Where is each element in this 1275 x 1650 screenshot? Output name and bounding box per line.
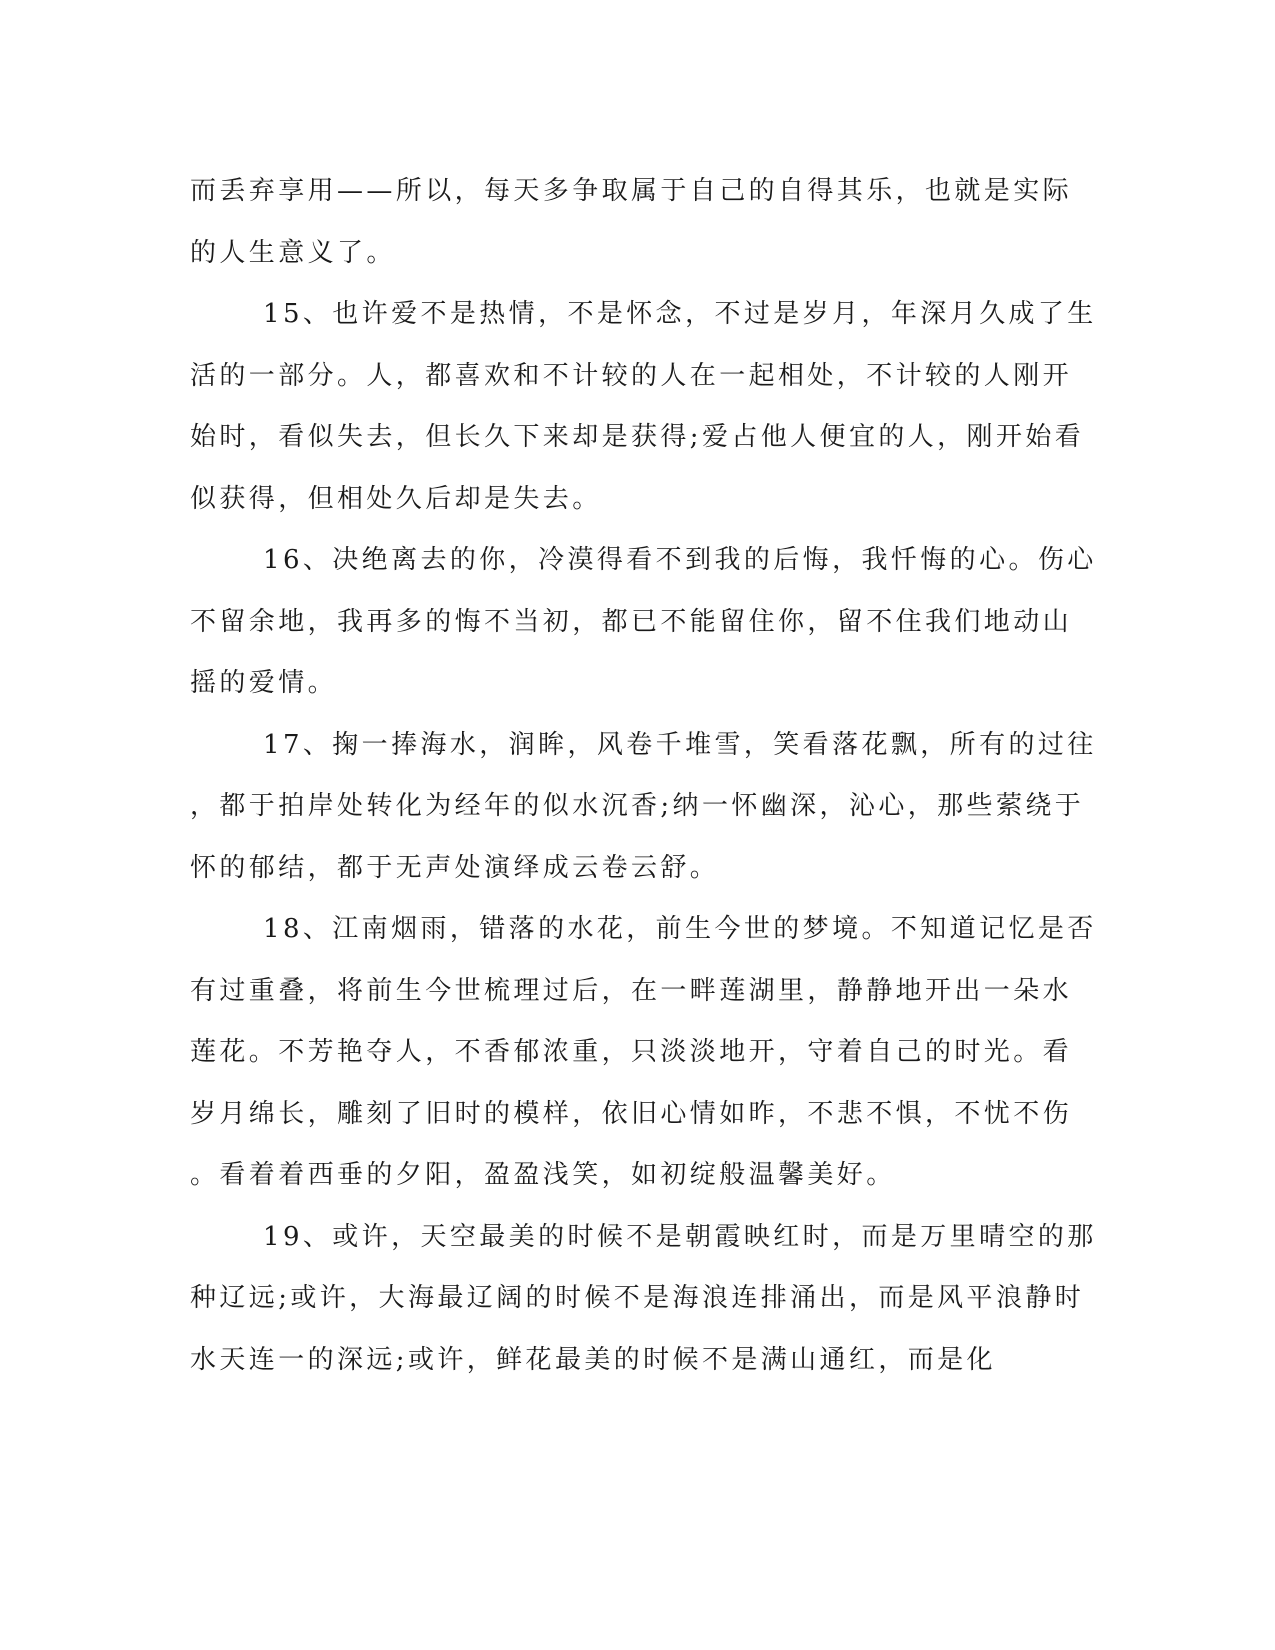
- text-line: 而丢弃享用——所以，每天多争取属于自己的自得其乐，也就是实际: [190, 176, 1073, 206]
- paragraph-first-line: 19、或许，天空最美的时候不是朝霞映红时，而是万里晴空的那: [263, 1221, 1097, 1252]
- paragraph-first-line: 17、掬一捧海水，润眸，风卷千堆雪，笑看落花飘，所有的过往: [263, 729, 1097, 760]
- text-line: 莲花。不芳艳夺人，不香郁浓重，只淡淡地开，守着自己的时光。看: [190, 1037, 1073, 1067]
- text-line: 。看着着西垂的夕阳，盈盈浅笑，如初绽般温馨美好。: [190, 1160, 896, 1190]
- text-line: 岁月绵长，雕刻了旧时的模样，依旧心情如昨，不悲不惧，不忧不伤: [190, 1098, 1073, 1129]
- text-line: 始时，看似失去，但长久下来却是获得;爱占他人便宜的人，刚开始看: [190, 422, 1085, 452]
- text-line: 种辽远;或许，大海最辽阔的时候不是海浪连排涌出，而是风平浪静时: [190, 1283, 1085, 1313]
- text-line: ，都于拍岸处转化为经年的似水沉香;纳一怀幽深，沁心，那些萦绕于: [190, 791, 1085, 821]
- paragraph-first-line: 16、决绝离去的你，冷漠得看不到我的后悔，我忏悔的心。伤心: [263, 545, 1097, 575]
- text-line: 的人生意义了。: [190, 237, 396, 268]
- text-line: 怀的郁结，都于无声处演绎成云卷云舒。: [190, 852, 720, 883]
- paragraph-first-line: 18、江南烟雨，错落的水花，前生今世的梦境。不知道记忆是否: [263, 914, 1097, 944]
- text-line: 活的一部分。人，都喜欢和不计较的人在一起相处，不计较的人刚开: [190, 360, 1073, 391]
- paragraph-first-line: 15、也许爱不是热情，不是怀念，不过是岁月，年深月久成了生: [263, 299, 1097, 329]
- text-line: 不留余地，我再多的悔不当初，都已不能留住你，留不住我们地动山: [190, 606, 1073, 637]
- text-line: 摇的爱情。: [190, 668, 338, 698]
- body-text: [190, 161, 1097, 1391]
- text-line: 水天连一的深远;或许，鲜花最美的时候不是满山通红，而是化: [190, 1344, 996, 1375]
- text-line: 似获得，但相处久后却是失去。: [190, 483, 602, 514]
- text-line: 有过重叠，将前生今世梳理过后，在一畔莲湖里，静静地开出一朵水: [190, 975, 1073, 1006]
